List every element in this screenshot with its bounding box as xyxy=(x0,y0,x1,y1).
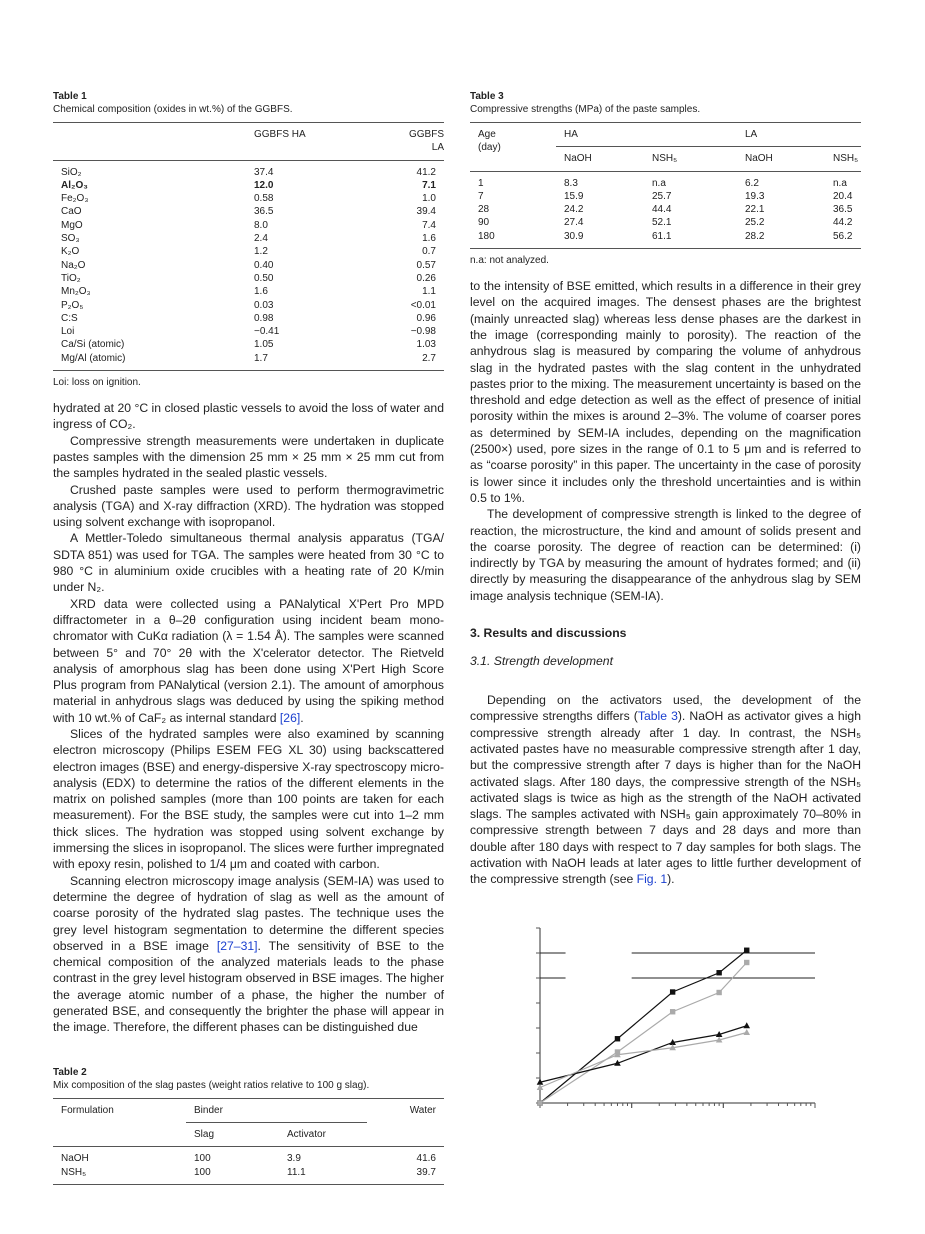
la-value: 1.03 xyxy=(416,339,436,351)
table-caption: Compressive strengths (MPa) of the paste samples. xyxy=(470,104,701,115)
la-naoh-value: 22.1 xyxy=(745,204,765,216)
row-label: CaO xyxy=(61,206,82,218)
reference-link[interactable]: [26] xyxy=(279,710,301,725)
column-header: Slag xyxy=(194,1128,215,1140)
ha-naoh-value: 30.9 xyxy=(564,230,584,242)
row-label: Al₂O₃ xyxy=(61,179,88,191)
data-point xyxy=(743,1022,750,1028)
data-point xyxy=(716,989,721,994)
left-column xyxy=(53,90,444,1185)
column-header: LA xyxy=(737,123,861,147)
ha-value: 0.98 xyxy=(254,312,274,324)
column-header: Formulation xyxy=(61,1104,114,1116)
row-label: Mg/Al (atomic) xyxy=(61,352,126,364)
water-value: 39.7 xyxy=(416,1166,436,1178)
table-2-grid xyxy=(53,1098,444,1185)
column-header: NSH₅ xyxy=(652,153,678,165)
table-row xyxy=(53,179,444,192)
la-value: 0.57 xyxy=(416,259,436,271)
table-row xyxy=(53,352,444,371)
la-value: 2.7 xyxy=(422,352,436,364)
la-nsh5-value: 20.4 xyxy=(833,190,853,202)
ha-nsh5-value: n.a xyxy=(652,177,666,189)
row-label: SO₃ xyxy=(61,233,80,245)
la-naoh-value: 6.2 xyxy=(745,177,759,189)
table-label: Table 3 xyxy=(470,91,504,102)
ha-naoh-value: 27.4 xyxy=(564,217,584,229)
text-run: . The sensitivity of BSE to the chemical composition of the analyzed materials leads to the phase contrast in the grey level histogram observed in BSE images. The higher the average atomic number of a phase, the higher the number of generated BSE, and consequently the brighter the phase will appear in the image. Therefore, the different phases can be distinguished due xyxy=(53,938,444,1035)
text-run: ). NaOH as activator gives a high compressive strength already after 1 day. In contrast, the NSH₅ activated pastes have no measurable compressive strength after 1 day, but the compressive strength after 7 days is higher than for the NaOH activated slags. After 180 days, the compressive strength of the NSH₅ activated slags is twice as high as the strength of the NaOH activated slags. The samples activated with NSH₅ gain approximately 70–80% in compressive strength between 7 days and 28 days and more than double after 180 days with respect to 7 day samples for both slags. The activation with NaOH leads at later ages to little further development of the compressive strength (see xyxy=(470,709,861,887)
table-row xyxy=(53,272,444,285)
table-row xyxy=(53,259,444,272)
table-row xyxy=(53,338,444,351)
table-row xyxy=(53,285,444,298)
row-label: SiO₂ xyxy=(61,166,82,178)
ha-naoh-value: 24.2 xyxy=(564,204,584,216)
column-header: GGBFS HA xyxy=(254,129,306,140)
ha-nsh5-value: 61.1 xyxy=(652,230,672,242)
left-column-text xyxy=(53,400,444,1036)
text-run: ). xyxy=(667,872,675,887)
row-label: Loi xyxy=(61,326,75,338)
formulation: NSH₅ xyxy=(61,1166,87,1178)
age-value: 180 xyxy=(478,230,495,242)
paragraph xyxy=(470,278,861,506)
table-footnote: Loi: loss on ignition. xyxy=(53,377,141,389)
table-row xyxy=(470,230,861,249)
table-footnote: n.a: not analyzed. xyxy=(470,255,549,267)
text-run: The development of compressive strength is linked to the degree of reaction, the microstructure, the kind and amount of solids present and the coarse porosity. The degree of reaction can be determined: (i) indirectly by TGA by measuring the amount of hydrates formed; and (ii) directly by measuring the disappearance of the anhydrous slag by SEM image analysis technique (SEM-IA). xyxy=(470,507,861,603)
table-row xyxy=(53,312,444,325)
table-row xyxy=(53,192,444,205)
reference-link[interactable]: Fig. 1 xyxy=(636,872,668,887)
ha-value: 37.4 xyxy=(254,166,274,178)
text-run: Scanning electron microscopy image analysis (SEM-IA) was used to determine the degree of hydration of slag as well as the amount of coarse porosity of the hydrated slag pastes. The technique uses the grey level histogram segmentation to determine the different species observed in a BSE image xyxy=(53,873,444,953)
text-run: . xyxy=(300,710,304,725)
column-header: Activator xyxy=(287,1128,326,1140)
table-row xyxy=(53,325,444,338)
paragraph xyxy=(470,506,861,604)
ha-naoh-value: 15.9 xyxy=(564,190,584,202)
table-row xyxy=(53,245,444,258)
table-row xyxy=(470,190,861,203)
column-header: Binder xyxy=(186,1098,367,1122)
column-header: Water xyxy=(409,1104,436,1116)
table-row xyxy=(53,1147,444,1166)
table-1-grid xyxy=(53,122,444,371)
age-value: 28 xyxy=(478,204,490,216)
la-nsh5-value: n.a xyxy=(833,177,847,189)
reference-link[interactable]: Table 3 xyxy=(637,709,678,724)
paragraph xyxy=(53,530,444,595)
ha-naoh-value: 8.3 xyxy=(564,177,578,189)
subsection-title: 3.1. Strength development xyxy=(470,654,613,669)
la-nsh5-value: 44.2 xyxy=(833,217,853,229)
ha-value: 12.0 xyxy=(254,179,274,191)
data-point xyxy=(716,970,721,975)
data-point xyxy=(615,1036,620,1041)
ha-value: 1.7 xyxy=(254,352,268,364)
ha-value: 0.50 xyxy=(254,272,274,284)
ha-nsh5-value: 52.1 xyxy=(652,217,672,229)
table-label: Table 1 xyxy=(53,91,87,102)
column-header: GGBFS LA xyxy=(408,129,444,154)
data-point xyxy=(743,1029,750,1035)
row-label: Na₂O xyxy=(61,259,86,271)
table-row xyxy=(470,216,861,229)
ha-value: 1.05 xyxy=(254,339,274,351)
la-value: 1.6 xyxy=(422,233,436,245)
ha-value: 0.58 xyxy=(254,193,274,205)
table-row xyxy=(470,171,861,190)
paragraph xyxy=(53,482,444,531)
row-label: Ca/Si (atomic) xyxy=(61,339,125,351)
section-title: 3. Results and discussions xyxy=(470,626,627,641)
la-value: 7.4 xyxy=(422,219,436,231)
age-value: 7 xyxy=(478,190,484,202)
la-value: <0.01 xyxy=(410,299,436,311)
formulation: NaOH xyxy=(61,1153,89,1165)
row-label: TiO₂ xyxy=(61,272,81,284)
table-row xyxy=(53,160,444,179)
text-run: XRD data were collected using a PANalytical X'Pert Pro MPD diffractometer in a θ–2θ configuration using incident beam monochromator with CuKα radiation (λ = 1.54 Å). The samples were scanned between 5° and 70° 2θ with the X'celerator detector. The Rietveld analysis of amorphous slag has been done using X'Pert High Score Plus program from PANalytical (version 2.1). The amount of amorphous material in anhydrous slags was deduced by using the spiking method with 10 wt.% of CaF₂ as internal standard xyxy=(53,596,444,725)
column-header xyxy=(53,123,246,161)
la-value: 1.1 xyxy=(422,286,436,298)
la-value: 41.2 xyxy=(416,166,436,178)
la-value: 39.4 xyxy=(416,206,436,218)
la-value: 0.26 xyxy=(416,272,436,284)
table-row xyxy=(53,219,444,232)
series-line xyxy=(540,962,747,1103)
la-naoh-value: 28.2 xyxy=(745,230,765,242)
text-run: Depending on the activators used, the development of the compressive strengths differs ( xyxy=(470,693,861,724)
table-row xyxy=(53,299,444,312)
text-run: Slices of the hydrated samples were also examined by scanning electron microscopy (Philips ESEM FEG XL 30) using backscattered electron images (BSE) and energy-dispersive X-ray spectroscopy microanalysis (EDX) to determine the ratios of the different elements in the matrix on polished samples (more than 100 points are taken for each measurement). For the BSE study, the samples were cut into 1–2 mm thick slices. The hydration was stopped using solvent exchange by immersing the slices in isopropanol. The slices were further impregnated with epoxy resin, polished to 1/4 μm and coated with carbon. xyxy=(53,726,444,872)
column-header: NaOH xyxy=(745,153,773,165)
column-header: NSH₅ xyxy=(833,153,859,165)
data-point xyxy=(744,947,749,952)
la-value: 0.7 xyxy=(422,246,436,258)
series-line xyxy=(540,950,747,1103)
table-label: Table 2 xyxy=(53,1066,87,1078)
table-caption: Mix composition of the slag pastes (weight ratios relative to 100 g slag). xyxy=(53,1079,370,1091)
right-column xyxy=(470,90,861,1118)
ha-value: 0.40 xyxy=(254,259,274,271)
paragraph xyxy=(53,873,444,1036)
ha-nsh5-value: 25.7 xyxy=(652,190,672,202)
activator-value: 3.9 xyxy=(287,1153,301,1165)
row-label: MgO xyxy=(61,219,83,231)
activator-value: 11.1 xyxy=(287,1166,306,1178)
ha-value: 8.0 xyxy=(254,219,268,231)
paragraph xyxy=(53,726,444,873)
reference-link[interactable]: [27–31] xyxy=(216,938,258,953)
row-label: P₂O₅ xyxy=(61,299,84,311)
la-value: −0.98 xyxy=(410,326,436,338)
table-2 xyxy=(53,1066,444,1185)
data-point xyxy=(670,1009,675,1014)
ha-value: 2.4 xyxy=(254,233,268,245)
la-nsh5-value: 36.5 xyxy=(833,204,853,216)
paragraph xyxy=(470,692,861,888)
row-label: Mn₂O₃ xyxy=(61,286,91,298)
data-point xyxy=(744,959,749,964)
ha-value: 36.5 xyxy=(254,206,274,218)
row-label: K₂O xyxy=(61,246,80,258)
water-value: 41.6 xyxy=(416,1153,436,1165)
paragraph xyxy=(53,400,444,433)
table-row xyxy=(53,1166,444,1185)
paragraph xyxy=(53,433,444,482)
text-run: hydrated at 20 °C in closed plastic vessels to avoid the loss of water and ingress of CO₂. xyxy=(53,401,444,432)
table-1 xyxy=(53,90,444,388)
la-naoh-value: 19.3 xyxy=(745,190,765,202)
table-3-grid xyxy=(470,122,861,249)
la-value: 0.96 xyxy=(416,312,436,324)
row-label: Fe₂O₃ xyxy=(61,193,89,205)
text-run: A Mettler-Toledo simultaneous thermal analysis apparatus (TGA/ SDTA 851) was used for TGA. The samples were heated from 30 °C to 980 °C in aluminium oxide crucibles with a heating rate of 20 K/min under N₂. xyxy=(53,531,444,595)
ha-value: −0.41 xyxy=(254,326,280,338)
column-header-age xyxy=(470,123,556,172)
age-value: 90 xyxy=(478,217,490,229)
ha-nsh5-value: 44.4 xyxy=(652,204,672,216)
age-label: Age xyxy=(478,129,496,140)
row-label: C:S xyxy=(61,312,78,324)
paragraph xyxy=(53,596,444,726)
la-naoh-value: 25.2 xyxy=(745,217,765,229)
series-line xyxy=(540,1032,747,1087)
text-run: to the intensity of BSE emitted, which results in a difference in their grey level on the acquired images. The densest phases are the brightest (mainly unreacted slag) whereas less dense phases are the darkest in the image (corresponding mainly to porosity). The reaction of the anhydrous slag is measured by comparing the volume of anhydrous slag in the hydrated pastes with the slag content in the unhydrated pastes prior to the mixing. The measurement uncertainty is based on the threshold and edge detection as well as the effect of presence of initial porosity within the mixes is around 2–3%. The volume of coarser pores as determined by SEM-IA includes, depending on the magnification (2500×) used, pore sizes in the range of 0.1 to 5 μm and is referred to as “coarse porosity” in this paper. The uncertainty in the case of porosity is lower since it includes only the threshold uncertainties and is within 0.5 to 1%. xyxy=(470,279,861,505)
text-run: Compressive strength measurements were undertaken in duplicate pastes samples with the dimension 25 mm × 25 mm × 25 mm cut from the samples hydrated in the sealed plastic vessels. xyxy=(53,433,444,481)
table-row xyxy=(53,232,444,245)
data-point xyxy=(537,1100,542,1105)
column-header: HA xyxy=(556,123,737,147)
age-value: 1 xyxy=(478,177,484,189)
column-header: NaOH xyxy=(564,153,592,165)
slag-value: 100 xyxy=(194,1153,211,1165)
table-3 xyxy=(470,90,861,266)
day-label: (day) xyxy=(478,142,501,154)
la-value: 1.0 xyxy=(422,193,436,205)
slag-value: 100 xyxy=(194,1166,211,1178)
ha-value: 1.6 xyxy=(254,286,268,298)
text-run: Crushed paste samples were used to perform thermogravimetric analysis (TGA) and X-ray diffraction (XRD). The hydration was stopped using solvent exchange with isopropanol. xyxy=(53,482,444,530)
ha-value: 1.2 xyxy=(254,246,268,258)
ha-value: 0.03 xyxy=(254,299,274,311)
la-nsh5-value: 56.2 xyxy=(833,230,853,242)
table-caption: Chemical composition (oxides in wt.%) of the GGBFS. xyxy=(53,104,293,115)
data-point xyxy=(670,989,675,994)
table-row xyxy=(470,203,861,216)
la-value: 7.1 xyxy=(422,179,436,191)
table-row xyxy=(53,205,444,218)
strength-chart xyxy=(470,918,861,1118)
